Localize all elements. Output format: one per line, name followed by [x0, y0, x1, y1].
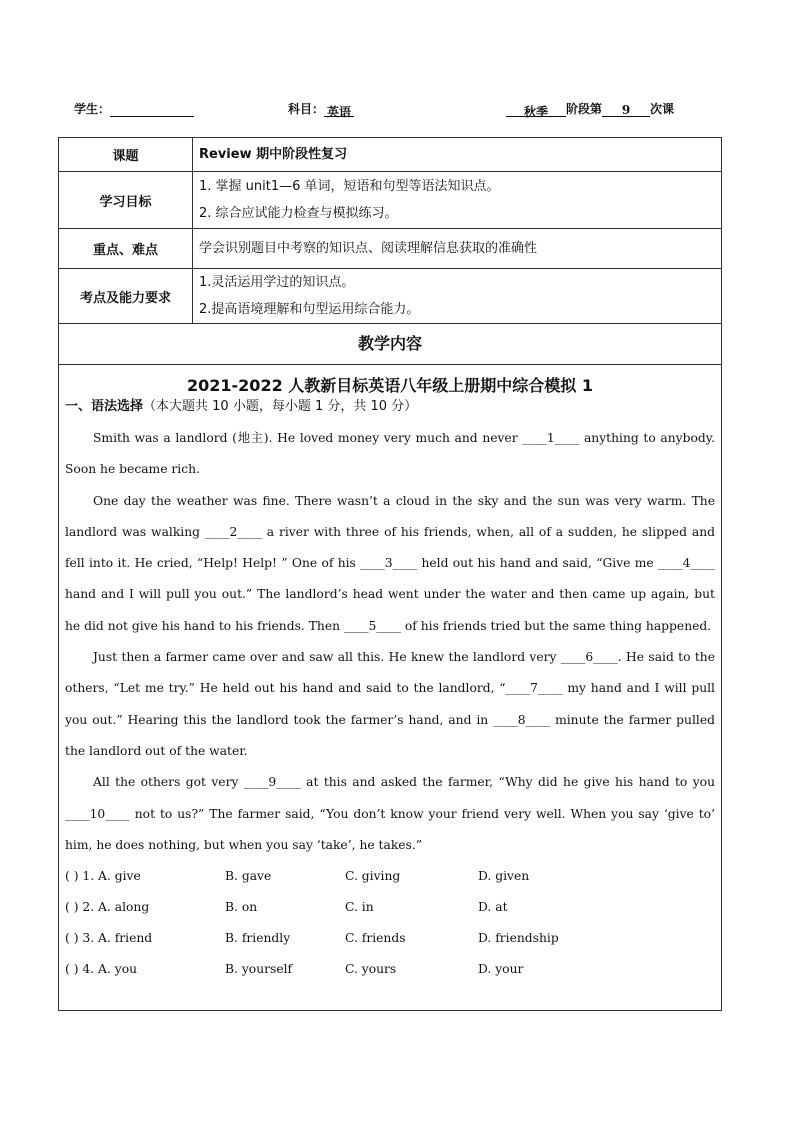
subject-value: 英语	[324, 103, 354, 117]
row-requirements	[59, 269, 722, 324]
section-label: 一、语法选择	[65, 399, 144, 414]
subject-field	[288, 100, 354, 117]
row-keypoints	[59, 229, 722, 269]
subject-label: 科目：	[288, 102, 325, 116]
question-option-c: C. friends	[345, 931, 406, 946]
question-option-b: B. yourself	[225, 962, 293, 977]
question-option-a: ( ) 2. A. along	[65, 900, 150, 915]
question-option-b: B. gave	[225, 869, 272, 884]
topic-text: Review 期中阶段性复习	[199, 147, 348, 162]
row-label: 重点、难点	[59, 229, 193, 269]
requirement-2: 2.提高语境理解和句型运用综合能力。	[199, 302, 420, 317]
row-objectives	[59, 172, 722, 229]
season-value: 秋季	[506, 103, 566, 117]
section-heading: 教学内容	[59, 324, 721, 365]
lesson-table	[58, 137, 722, 1011]
student-field	[74, 100, 194, 117]
passage-paragraph: One day the weather was fine. There wasn’t a cloud in the sky and the sun was very warm. The landlord was walking ____2____ a river with three of his friends, when, all of a sudden, he slipped and fell into it. He cried, “Help! Help! ” One of his ____3____ held out his hand and said, “Give me ____4____ hand and I will pull you out.” The landlord’s head went under the water and then came up again, but he did not give his hand to his friends. Then ____5____ of his friends tried but the same thing happened.	[65, 493, 715, 633]
section-note: （本大题共 10 小题，每小题 1 分，共 10 分）	[143, 399, 418, 414]
question-row	[65, 923, 715, 954]
row-label: 学习目标	[59, 172, 193, 229]
student-blank	[110, 103, 194, 117]
question-option-d: D. given	[478, 869, 530, 884]
page-header	[60, 100, 722, 119]
question-option-c: C. giving	[345, 869, 401, 884]
question-option-d: D. friendship	[478, 931, 559, 946]
question-option-a: ( ) 4. A. you	[65, 962, 138, 977]
question-row	[65, 892, 715, 923]
row-topic	[59, 138, 722, 172]
row-label: 课题	[59, 138, 193, 172]
question-option-b: B. on	[225, 900, 258, 915]
question-option-c: C. in	[345, 900, 374, 915]
content-body	[59, 375, 721, 1010]
stage-label: 阶段第	[566, 102, 603, 116]
question-option-d: D. at	[478, 900, 508, 915]
keypoints-text: 学会识别题目中考察的知识点、阅读理解信息获取的准确性	[199, 241, 538, 256]
student-label: 学生：	[74, 102, 111, 116]
row-value	[193, 229, 722, 269]
lesson-suffix: 次课	[650, 102, 675, 116]
row-label: 考点及能力要求	[59, 269, 193, 324]
question-option-a: ( ) 1. A. give	[65, 869, 141, 884]
row-value	[193, 138, 722, 172]
row-value	[193, 172, 722, 229]
question-option-a: ( ) 3. A. friend	[65, 931, 153, 946]
exam-title: 2021-2022 人教新目标英语八年级上册期中综合模拟 1	[187, 376, 593, 395]
question-option-c: C. yours	[345, 962, 397, 977]
passage-paragraph: Smith was a landlord (地主). He loved money very much and never ____1____ anything to anybody. Soon he became rich.	[65, 431, 715, 477]
row-content	[59, 324, 722, 1011]
passage-paragraph: Just then a farmer came over and saw all this. He knew the landlord very ____6____. He said to the others, “Let me try.” He held out his hand and said to the landlord, “____7____ my hand and I will pull you out.” Hearing this the landlord took the farmer’s hand, and in ____8____ minute the farmer pulled the landlord out of the water.	[65, 650, 715, 758]
objective-2: 2. 综合应试能力检查与模拟练习。	[199, 206, 398, 221]
lesson-field	[506, 100, 674, 117]
question-row	[65, 954, 715, 985]
requirement-1: 1.灵活运用学过的知识点。	[199, 275, 355, 290]
row-value	[193, 269, 722, 324]
content-cell	[59, 324, 722, 1011]
passage-paragraph: All the others got very ____9____ at this and asked the farmer, “Why did he give his hand to you ____10____ not to us?” The farmer said, “You don’t know your friend very well. When you say ‘give to’ him, he does nothing, but when you say ‘take’, he takes.”	[65, 775, 715, 852]
lesson-number: 9	[602, 103, 650, 117]
question-option-b: B. friendly	[225, 931, 291, 946]
section-title	[65, 397, 715, 417]
question-option-d: D. your	[478, 962, 524, 977]
question-row	[65, 861, 715, 892]
objective-1: 1. 掌握 unit1—6 单词，短语和句型等语法知识点。	[199, 179, 500, 194]
